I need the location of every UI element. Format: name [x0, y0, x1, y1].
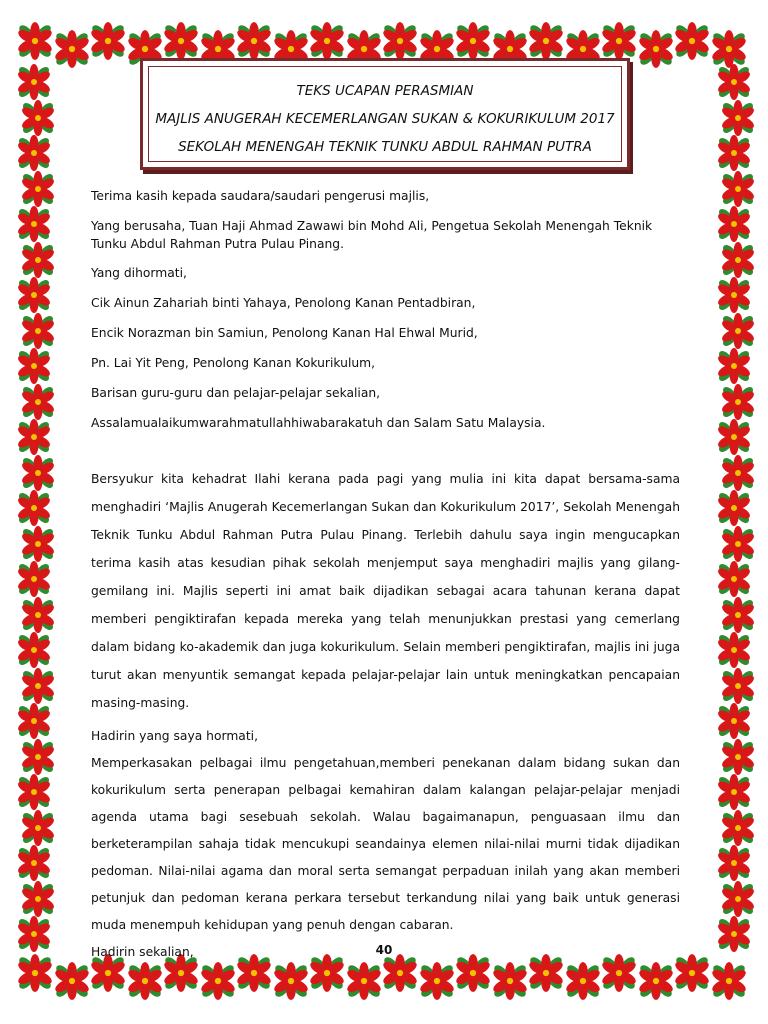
poinsettia-flower-icon	[14, 346, 54, 386]
title-line-2: MAJLIS ANUGERAH KECEMERLANGAN SUKAN & KOKURIKULUM 2017	[155, 111, 615, 127]
poinsettia-flower-icon	[718, 879, 758, 919]
poinsettia-flower-icon	[714, 559, 754, 599]
greeting-hadirin-sekalian: Hadirin sekalian,	[91, 944, 194, 959]
poinsettia-flower-icon	[14, 701, 54, 741]
poinsettia-flower-icon	[718, 666, 758, 706]
poinsettia-flower-icon	[718, 169, 758, 209]
title-box	[140, 58, 630, 170]
poinsettia-flower-icon	[14, 559, 54, 599]
poinsettia-flower-icon	[18, 808, 58, 848]
poinsettia-flower-icon	[718, 382, 758, 422]
poinsettia-flower-icon	[18, 98, 58, 138]
paragraph-2: Memperkasakan pelbagai ilmu pengetahuan,memberi penekanan dalam bidang sukan dan kokurikulum serta penerapan pelbagai kemahiran dalam kalangan pelajar-pelajar menjadi agenda utama bagi sesebuah sekolah. Walau bagaimanapun, penguasaan ilmu dan berketerampilan sahaja tidak mencukupi seandainya elemen nilai-nilai murni tidak dijadikan pedoman. Nilai-nilai agama dan moral serta semangat perpaduan inilah yang akan memberi petunjuk dan pedoman kerana perkara tersebut terkandung nilai yang baik untuk generasi muda menempuh kehidupan yang penuh dengan cabaran.	[91, 756, 680, 933]
poinsettia-flower-icon	[714, 843, 754, 883]
salutation-admin-senior: Cik Ainun Zahariah binti Yahaya, Penolong Kanan Pentadbiran,	[91, 296, 476, 311]
poinsettia-flower-icon	[18, 666, 58, 706]
poinsettia-flower-icon	[714, 346, 754, 386]
poinsettia-flower-icon	[18, 595, 58, 635]
speech-body	[91, 188, 680, 964]
poinsettia-flower-icon	[18, 311, 58, 351]
poinsettia-flower-icon	[718, 524, 758, 564]
poinsettia-flower-icon	[718, 311, 758, 351]
poinsettia-flower-icon	[714, 133, 754, 173]
title-line-1: TEKS UCAPAN PERASMIAN	[296, 83, 474, 99]
poinsettia-flower-icon	[18, 737, 58, 777]
poinsettia-flower-icon	[718, 98, 758, 138]
poinsettia-flower-icon	[714, 701, 754, 741]
poinsettia-flower-icon	[14, 488, 54, 528]
poinsettia-flower-icon	[18, 879, 58, 919]
poinsettia-flower-icon	[714, 204, 754, 244]
poinsettia-flower-icon	[14, 417, 54, 457]
poinsettia-flower-icon	[14, 843, 54, 883]
poinsettia-flower-icon	[714, 488, 754, 528]
flower-border-left	[14, 62, 54, 954]
salutation-cocurriculum: Pn. Lai Yit Peng, Penolong Kanan Kokurikulum,	[91, 355, 376, 370]
poinsettia-flower-icon	[708, 960, 750, 1002]
poinsettia-flower-icon	[14, 772, 54, 812]
poinsettia-flower-icon	[718, 240, 758, 280]
poinsettia-flower-icon	[14, 275, 54, 315]
paragraph-1: Bersyukur kita kehadrat Ilahi kerana pada pagi yang mulia ini kita dapat bersama-sama menghadiri ‘Majlis Anugerah Kecemerlangan Sukan dan Kokurikulum 2017’, Sekolah Menengah Teknik Tunku Abdul Rahman Putra Pulau Pinang. Terlebih dahulu saya ingin mengucapkan terima kasih atas kesudian pihak sekolah menjemput saya menghadiri majlis yang gilang-gemilang ini. Majlis seperti ini amat baik dijadikan sebagai acara tahunan kerana dapat memberi pengiktirafan kepada mereka yang telah menunjukkan prestasi yang cemerlang dalam bidang ko-akademik dan juga kokurikulum. Selain memberi pengiktirafan, majlis ini juga turut akan menyuntik semangat kepada pelajar-pelajar lain untuk meningkatkan pencapaian masing-masing.	[91, 472, 680, 710]
page-number: 40	[375, 943, 393, 957]
poinsettia-flower-icon	[718, 737, 758, 777]
poinsettia-flower-icon	[18, 240, 58, 280]
salutation-teachers-students: Barisan guru-guru dan pelajar-pelajar sekalian,	[91, 385, 381, 400]
poinsettia-flower-icon	[718, 808, 758, 848]
poinsettia-flower-icon	[718, 453, 758, 493]
poinsettia-flower-icon	[14, 204, 54, 244]
poinsettia-flower-icon	[18, 453, 58, 493]
poinsettia-flower-icon	[714, 630, 754, 670]
salutation-student-affairs: Encik Norazman bin Samiun, Penolong Kanan Hal Ehwal Murid,	[91, 326, 478, 341]
poinsettia-flower-icon	[14, 630, 54, 670]
poinsettia-flower-icon	[18, 382, 58, 422]
salutation-assalamualaikum: Assalamualaikumwarahmatullahhiwabarakatuh dan Salam Satu Malaysia.	[91, 415, 546, 430]
poinsettia-flower-icon	[14, 133, 54, 173]
poinsettia-flower-icon	[718, 595, 758, 635]
salutation-respected: Yang dihormati,	[91, 266, 187, 281]
greeting-hadirin-hormati: Hadirin yang saya hormati,	[91, 728, 258, 743]
poinsettia-flower-icon	[714, 417, 754, 457]
poinsettia-flower-icon	[14, 62, 54, 102]
salutation-principal: Yang berusaha, Tuan Haji Ahmad Zawawi bin Mohd Ali, Pengetua Sekolah Menengah Teknik Tunku Abdul Rahman Putra Pulau Pinang.	[91, 218, 653, 251]
poinsettia-flower-icon	[18, 169, 58, 209]
title-line-3: SEKOLAH MENENGAH TEKNIK TUNKU ABDUL RAHMAN PUTRA	[178, 139, 592, 155]
poinsettia-flower-icon	[714, 772, 754, 812]
salutation-chairperson: Terima kasih kepada saudara/saudari pengerusi majlis,	[91, 189, 430, 203]
poinsettia-flower-icon	[714, 275, 754, 315]
poinsettia-flower-icon	[18, 524, 58, 564]
flower-border-right	[714, 62, 754, 954]
poinsettia-flower-icon	[714, 62, 754, 102]
